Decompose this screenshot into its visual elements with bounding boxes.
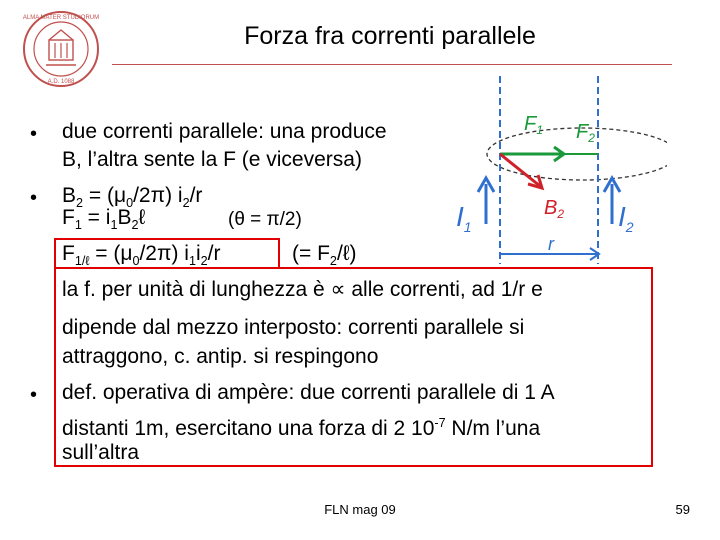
svg-text:I1 (456, 201, 472, 235)
svg-text:B2 (544, 197, 564, 221)
label-f1: F (524, 113, 537, 135)
svg-text:F2 (576, 121, 595, 145)
f1-formula: $F_1$ = $i_1B_2\ell$ (62, 206, 146, 233)
f2-equivalence: (= $F_2/\ell$) (292, 242, 357, 269)
label-i1: I (456, 201, 464, 232)
bullet3-line1: def. operativa di ampère: due correnti parallele di 1 A (62, 381, 555, 404)
medium-line1: dipende dal mezzo interposto: correnti parallele si (62, 316, 525, 339)
bullet1-line2: B, l’altra sente la F (e viceversa) (62, 148, 362, 171)
logo-year-text: A.D. 1088 (47, 79, 75, 85)
b2-formula: $B_2 = (\mu_0/2\pi)$ $i_2/r$ (62, 184, 203, 211)
bullet-marker: • (30, 384, 38, 406)
label-i2: I (618, 201, 626, 232)
bullet3-line2: distanti 1m, esercitano una forza di 2 $10^{-7}$ N/m l’una (62, 416, 541, 440)
field-b2-arrow (500, 154, 540, 186)
label-f2: F (576, 121, 589, 143)
parallel-currents-figure (452, 74, 667, 269)
slide-title: Forza fra correnti parallele (244, 22, 536, 50)
theta-condition: (θ = π/2) (228, 209, 302, 230)
force-per-length-formula: $F_{1/\ell} = (\mu_0/2\pi)$ $i_1i_2/r$ (62, 242, 221, 269)
label-i2-sub: 2 (625, 219, 634, 235)
label-b2: B (544, 197, 558, 219)
bullet3-line3: sull’altra (62, 441, 140, 464)
medium-line2: attraggono, c. antip. si respingono (62, 345, 379, 368)
bullet-marker: • (30, 187, 38, 209)
label-b2-sub: 2 (557, 207, 565, 221)
svg-text:I2 (618, 201, 634, 235)
label-f1-sub: 1 (536, 123, 543, 137)
bullet1-line1: due correnti parallele: una produce (62, 120, 387, 143)
svg-text:F1 (524, 113, 543, 137)
university-seal-logo (22, 10, 100, 88)
label-i1-sub: 1 (463, 219, 472, 235)
bullet-marker: • (30, 123, 38, 145)
footer-text: FLN mag 09 (324, 502, 396, 517)
unit-length-line: la f. per unità di lunghezza è ∝ alle correnti, ad 1/r e (62, 278, 543, 301)
label-r: r (548, 234, 554, 254)
page-number: 59 (675, 502, 690, 517)
title-divider (112, 64, 672, 65)
logo-ring-text: ALMA MATER STUDIORUM (22, 15, 100, 21)
label-f2-sub: 2 (588, 131, 595, 145)
